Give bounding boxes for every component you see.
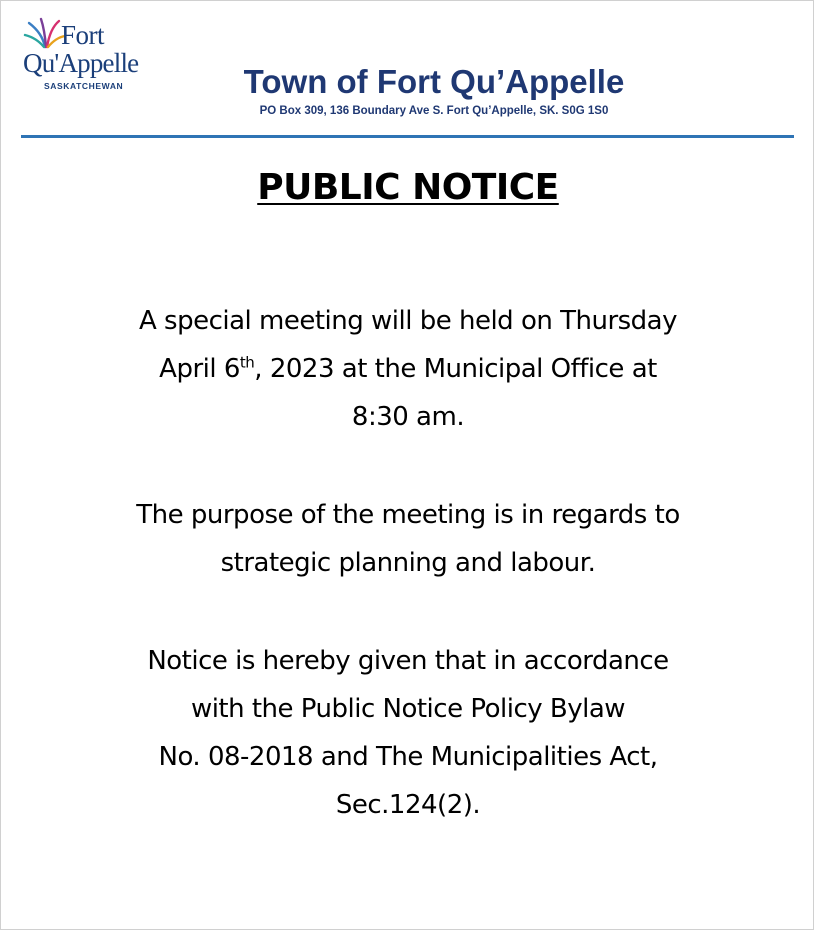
legal-line-3: No. 08-2018 and The Municipalities Act,: [158, 742, 658, 772]
legal-line-1: Notice is hereby given that in accordance: [147, 646, 669, 676]
meeting-location-text: , 2023 at the Municipal Office at: [254, 354, 657, 384]
legal-paragraph: [1, 637, 814, 829]
town-title: Town of Fort Qu’Appelle: [243, 63, 625, 100]
meeting-line-3: 8:30 am.: [351, 402, 465, 432]
logo-saskatchewan-text: SASKATCHEWAN: [44, 81, 124, 91]
meeting-line-2: [1, 345, 814, 393]
meeting-paragraph: [1, 297, 814, 441]
purpose-line-1: The purpose of the meeting is in regards to: [136, 500, 680, 530]
meeting-line-1: A special meeting will be held on Thursday: [139, 306, 677, 336]
purpose-paragraph: [1, 491, 814, 587]
logo-quappelle-text: Qu'Appelle: [23, 48, 139, 78]
ordinal-suffix: th: [239, 353, 255, 372]
town-address: PO Box 309, 136 Boundary Ave S. Fort Qu’Appelle, SK. S0G 1S0: [259, 105, 609, 117]
purpose-line-2: strategic planning and labour.: [220, 548, 596, 578]
logo-fort-text: Fort: [61, 20, 105, 50]
header-divider: [21, 135, 794, 138]
public-notice-heading: PUBLIC NOTICE: [257, 167, 559, 208]
legal-line-2: with the Public Notice Policy Bylaw: [190, 694, 626, 724]
meeting-date-text: April 6: [159, 354, 240, 384]
legal-line-4: Sec.124(2).: [335, 790, 481, 820]
